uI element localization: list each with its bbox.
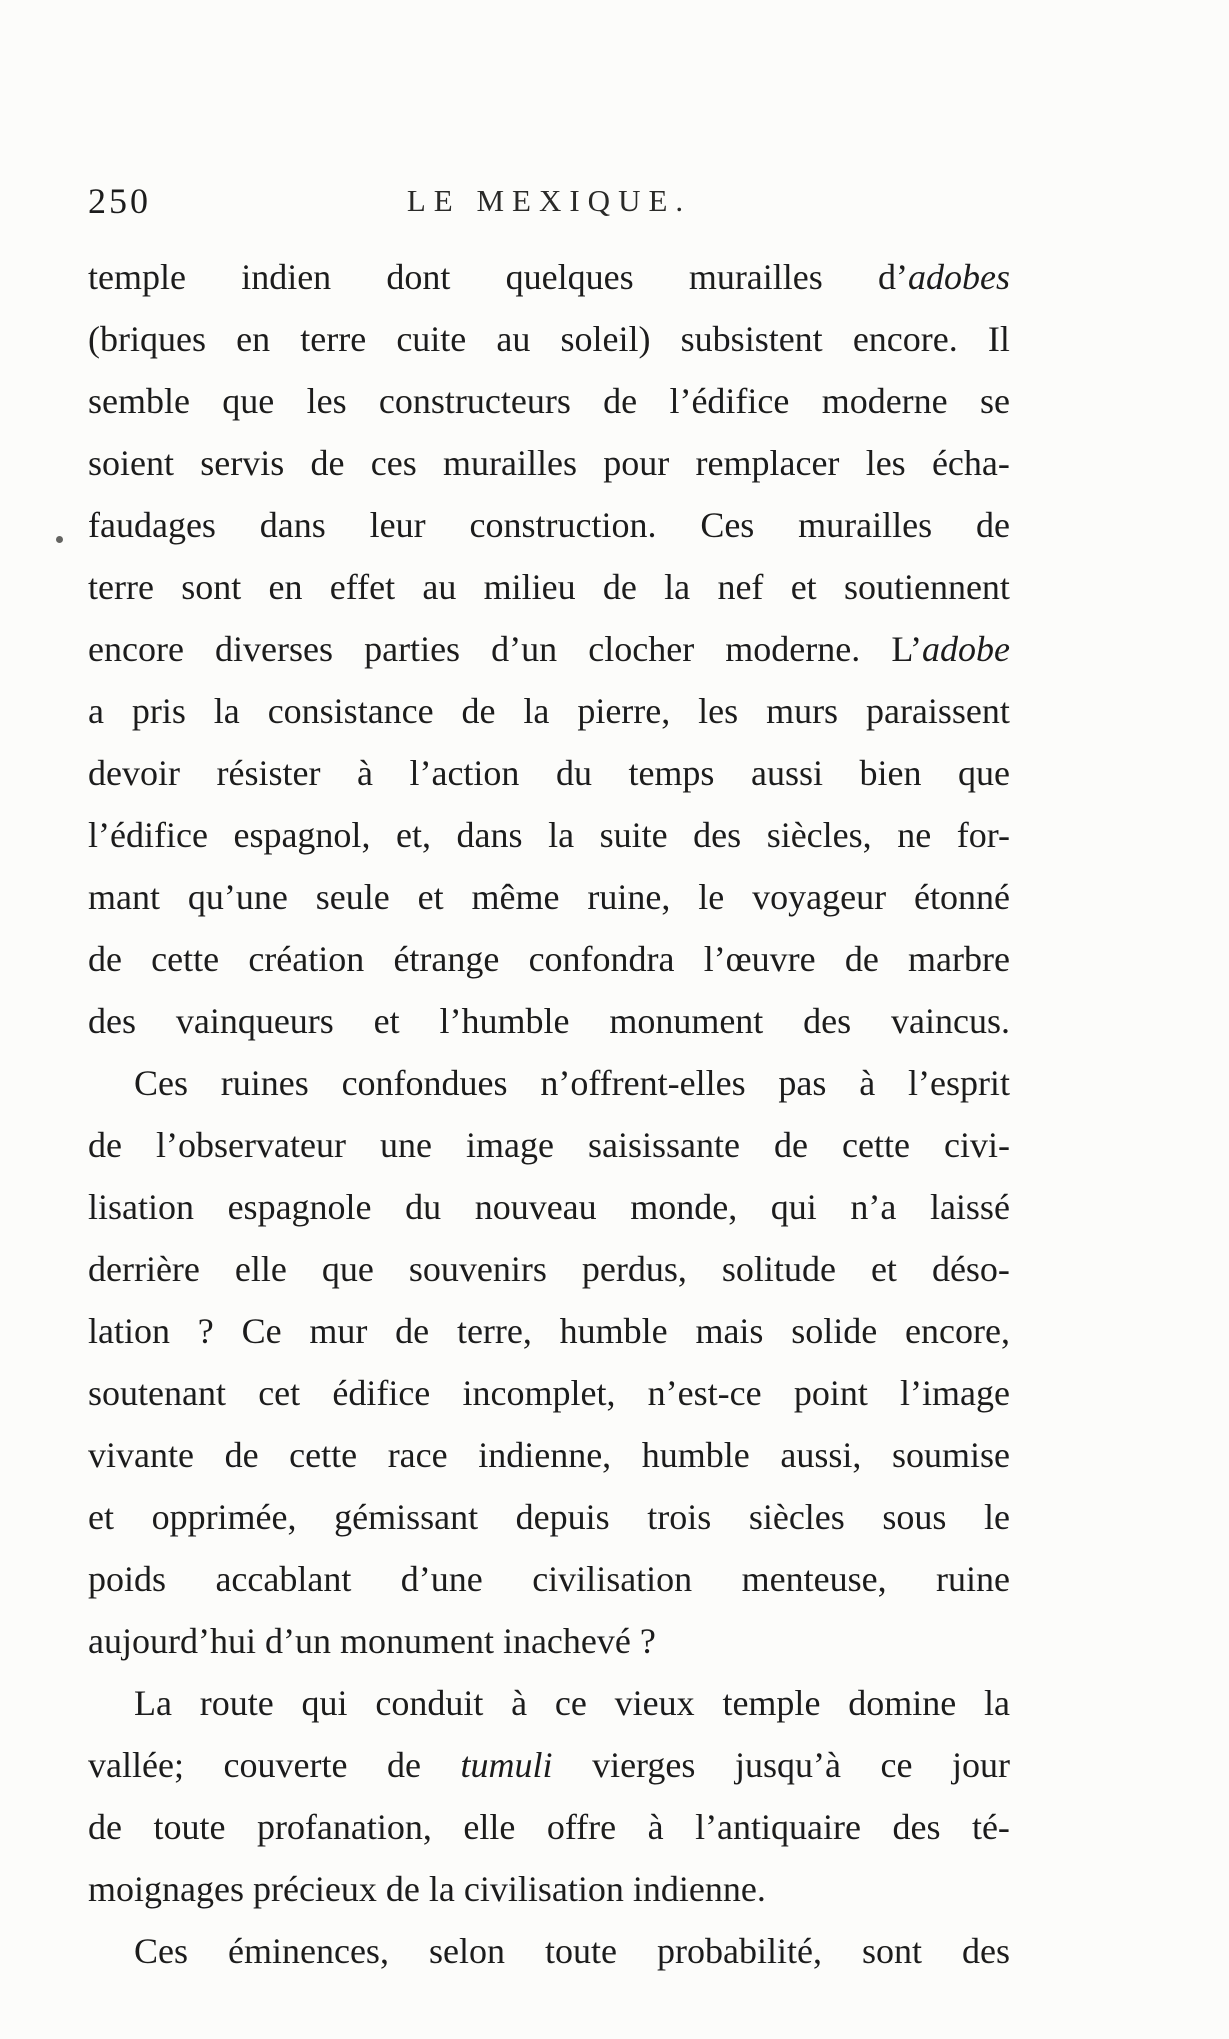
word: de [386, 1745, 421, 1785]
word: vainqueurs [175, 1001, 334, 1041]
word: d’une [400, 1559, 483, 1599]
word: soutenant [88, 1373, 226, 1413]
word: servis [200, 443, 285, 483]
word: ne [897, 815, 932, 855]
word: des [693, 815, 742, 855]
word: même [471, 877, 560, 917]
word: point [793, 1373, 868, 1413]
word: effet [329, 567, 396, 607]
word: nef [717, 567, 764, 607]
word: soutiennent [843, 567, 1010, 607]
word: terre [88, 567, 154, 607]
word: jusqu’à [734, 1745, 841, 1785]
paragraph [88, 246, 1010, 1052]
word: pas [778, 1063, 827, 1103]
word: que [222, 381, 275, 421]
word: lisation [88, 1187, 194, 1227]
text-line [88, 618, 1010, 680]
word: ce [554, 1683, 587, 1723]
word: civilisation [463, 1869, 624, 1909]
word: té- [971, 1807, 1010, 1847]
text-line [88, 1796, 1010, 1858]
word: offre [546, 1807, 617, 1847]
text-line [88, 1238, 1010, 1300]
word: et [373, 1001, 400, 1041]
word: milieu [483, 567, 576, 607]
word: encore, [905, 1311, 1010, 1351]
word: laissé [929, 1187, 1010, 1227]
word: à [859, 1063, 876, 1103]
word: Ce [241, 1311, 282, 1351]
word: siècles [748, 1497, 845, 1537]
word: Ces [700, 505, 755, 545]
word: marbre [908, 939, 1010, 979]
word: ces [370, 443, 417, 483]
word: soient [88, 443, 174, 483]
word: aussi [750, 753, 823, 793]
text-line [88, 1486, 1010, 1548]
word: ? [639, 1621, 656, 1661]
word: se [979, 381, 1010, 421]
word: remplacer [695, 443, 840, 483]
word: vaincus. [890, 1001, 1010, 1041]
text-line [88, 308, 1010, 370]
word: murailles [688, 257, 823, 297]
scan-artifact-dot [56, 536, 63, 543]
word: race [387, 1435, 448, 1475]
word: bien [859, 753, 922, 793]
word: soleil) [560, 319, 651, 359]
word: l’observateur [156, 1125, 346, 1165]
text-line [88, 1300, 1010, 1362]
word: précieux [252, 1869, 377, 1909]
text-line [88, 1610, 1010, 1672]
word: d’un [264, 1621, 331, 1661]
word: mais [695, 1311, 764, 1351]
text-line [88, 246, 1010, 308]
paragraph [88, 1672, 1010, 1920]
word: à [511, 1683, 528, 1723]
word: la [548, 815, 575, 855]
text-line [88, 1362, 1010, 1424]
text-line [88, 1672, 1010, 1734]
word: trois [647, 1497, 712, 1537]
text-line [88, 432, 1010, 494]
page-number: 250 [88, 181, 151, 221]
word: devoir [88, 753, 180, 793]
word: du [405, 1187, 442, 1227]
text-line [88, 742, 1010, 804]
word: le [698, 877, 725, 917]
word: domine [848, 1683, 957, 1723]
word: à [356, 753, 373, 793]
word: monument [609, 1001, 764, 1041]
word: et [417, 877, 444, 917]
word: probabilité, [656, 1931, 822, 1971]
word: résister [216, 753, 321, 793]
word: opprimée, [151, 1497, 297, 1537]
word: le [983, 1497, 1010, 1537]
word: ruine [936, 1559, 1010, 1599]
word: elle [463, 1807, 516, 1847]
word: les [698, 691, 739, 731]
word: sont [181, 567, 242, 607]
word: ? [197, 1311, 214, 1351]
word: moignages [88, 1869, 244, 1909]
word: moderne [821, 381, 948, 421]
word: seule [315, 877, 390, 917]
word: pris [131, 691, 186, 731]
word: civi- [944, 1125, 1010, 1165]
page-content [88, 178, 1010, 1982]
word: l’édifice [669, 381, 790, 421]
word: de [88, 1807, 122, 1847]
word: souvenirs [408, 1249, 547, 1289]
word: des [88, 1001, 136, 1041]
word: murailles [798, 505, 933, 545]
word: la [428, 1869, 455, 1909]
word: construction. [469, 505, 657, 545]
word: que [321, 1249, 374, 1289]
word: terre [300, 319, 367, 359]
word: menteuse, [741, 1559, 887, 1599]
word: création [248, 939, 365, 979]
word: n’a [850, 1187, 897, 1227]
word: monde, [630, 1187, 738, 1227]
word: mur [309, 1311, 368, 1351]
word: diverses [215, 629, 333, 669]
word: d’adobes [878, 257, 1010, 297]
word: semble [88, 381, 190, 421]
word: ruine, [587, 877, 671, 917]
word: de [461, 691, 496, 731]
word: aujourd’hui [88, 1621, 256, 1661]
word: Il [987, 319, 1010, 359]
word: a [88, 691, 104, 731]
word: et, [395, 815, 431, 855]
word: de [602, 567, 637, 607]
word: conduit [375, 1683, 484, 1723]
word: Ces [134, 1931, 188, 1971]
word: for- [956, 815, 1010, 855]
text-line [88, 494, 1010, 556]
text-block [88, 246, 1010, 1982]
word: temple [722, 1683, 821, 1723]
word: l’œuvre [703, 939, 816, 979]
word: voyageur [752, 877, 887, 917]
word: de [310, 443, 345, 483]
word: cette [289, 1435, 358, 1475]
word: consistance [267, 691, 434, 731]
word: l’édifice [88, 815, 208, 855]
word: à [647, 1807, 664, 1847]
word: humble [641, 1435, 750, 1475]
word: couverte [223, 1745, 348, 1785]
word: de [976, 505, 1010, 545]
word: édifice [332, 1373, 431, 1413]
text-line [88, 1734, 1010, 1796]
word: derrière [88, 1249, 200, 1289]
word: tumuli [460, 1745, 553, 1785]
word: cette [842, 1125, 910, 1165]
word: pour [603, 443, 670, 483]
word: aussi, [780, 1435, 862, 1475]
word: toute [544, 1931, 617, 1971]
text-line [88, 1176, 1010, 1238]
word: l’antiquaire [695, 1807, 861, 1847]
word: pierre, [577, 691, 671, 731]
word: au [496, 319, 531, 359]
paragraph [88, 1052, 1010, 1672]
word: constructeurs [378, 381, 571, 421]
word: gémissant [334, 1497, 479, 1537]
word: les [306, 381, 347, 421]
text-line [88, 680, 1010, 742]
word: encore [88, 629, 184, 669]
word: route [199, 1683, 274, 1723]
word: inachevé [502, 1621, 631, 1661]
word: indien [241, 257, 332, 297]
word: de [395, 1311, 430, 1351]
word: au [422, 567, 457, 607]
word: toute [153, 1807, 226, 1847]
word: de [88, 939, 122, 979]
word: lation [88, 1311, 170, 1351]
word: accablant [215, 1559, 352, 1599]
word: L’adobe [891, 629, 1010, 669]
word: suite [599, 815, 668, 855]
word: ruines [220, 1063, 309, 1103]
word: profanation, [256, 1807, 432, 1847]
word: étrange [393, 939, 500, 979]
word: confondra [528, 939, 675, 979]
word: leur [369, 505, 426, 545]
word: incomplet, [462, 1373, 616, 1413]
word: confondues [341, 1063, 508, 1103]
word: de [774, 1125, 808, 1165]
word: solide [791, 1311, 878, 1351]
word: sous [882, 1497, 947, 1537]
word: de [385, 1869, 420, 1909]
word: vieux [614, 1683, 695, 1723]
word: Ces [134, 1063, 188, 1103]
word: elle [234, 1249, 287, 1289]
word: siècles, [766, 815, 872, 855]
word: saisissante [587, 1125, 740, 1165]
word: selon [428, 1931, 505, 1971]
word: civilisation [532, 1559, 693, 1599]
word: de [224, 1435, 259, 1475]
word: perdus, [581, 1249, 687, 1289]
page-header [88, 178, 1010, 224]
text-line [88, 866, 1010, 928]
word: clocher [588, 629, 695, 669]
text-line [88, 1548, 1010, 1610]
word: mant [88, 877, 160, 917]
word: humble [559, 1311, 668, 1351]
word: de [88, 1125, 122, 1165]
text-line [88, 990, 1010, 1052]
word: l’action [409, 753, 520, 793]
word: en [268, 567, 303, 607]
word: de [603, 381, 638, 421]
word: la [523, 691, 550, 731]
word: dont [386, 257, 451, 297]
word: et [870, 1249, 897, 1289]
word: des [961, 1931, 1010, 1971]
word: paraissent [865, 691, 1010, 731]
running-title: LE MEXIQUE. [406, 183, 692, 218]
word: ce [880, 1745, 913, 1785]
word: quelques [505, 257, 634, 297]
word: que [957, 753, 1010, 793]
word: et [790, 567, 817, 607]
text-line [88, 1920, 1010, 1982]
word: soumise [891, 1435, 1010, 1475]
word: l’humble [439, 1001, 570, 1041]
word: espagnol, [233, 815, 371, 855]
text-line [88, 1114, 1010, 1176]
word: la [664, 567, 691, 607]
word: les [865, 443, 906, 483]
word: la [984, 1683, 1010, 1723]
word: écha- [931, 443, 1010, 483]
word: des [803, 1001, 852, 1041]
word: faudages [88, 505, 216, 545]
word: moderne. [725, 629, 861, 669]
word: solitude [721, 1249, 836, 1289]
word: une [379, 1125, 432, 1165]
word: cette [151, 939, 220, 979]
word: cuite [396, 319, 467, 359]
text-line [88, 1052, 1010, 1114]
text-line [88, 1424, 1010, 1486]
word: et [88, 1497, 114, 1537]
word: de [844, 939, 879, 979]
text-line [88, 804, 1010, 866]
word: temps [628, 753, 715, 793]
paragraph [88, 1920, 1010, 1982]
word: murailles [443, 443, 577, 483]
word: indienne, [478, 1435, 612, 1475]
word: des [892, 1807, 941, 1847]
word: (briques [88, 319, 206, 359]
word: La [134, 1683, 172, 1723]
word: depuis [515, 1497, 610, 1537]
word: image [465, 1125, 554, 1165]
word: n’offrent-elles [540, 1063, 746, 1103]
word: encore. [852, 319, 958, 359]
word: d’un [491, 629, 558, 669]
word: la [213, 691, 240, 731]
word: qu’une [187, 877, 288, 917]
word: murs [766, 691, 839, 731]
text-line [88, 370, 1010, 432]
word: parties [364, 629, 461, 669]
text-line [88, 928, 1010, 990]
word: en [236, 319, 271, 359]
word: dans [259, 505, 326, 545]
word: poids [88, 1559, 167, 1599]
word: nouveau [474, 1187, 597, 1227]
word: indienne. [632, 1869, 766, 1909]
word: n’est-ce [647, 1373, 762, 1413]
word: temple [88, 257, 186, 297]
word: terre, [456, 1311, 532, 1351]
word: sont [861, 1931, 922, 1971]
word: qui [301, 1683, 348, 1723]
word: monument [339, 1621, 494, 1661]
word: l’esprit [907, 1063, 1010, 1103]
word: subsistent [680, 319, 823, 359]
word: espagnole [227, 1187, 372, 1227]
word: vivante [88, 1435, 194, 1475]
word: du [555, 753, 592, 793]
word: cet [258, 1373, 301, 1413]
word: dans [456, 815, 523, 855]
word: éminences, [228, 1931, 389, 1971]
word: étonné [914, 877, 1010, 917]
word: vallée; [88, 1745, 184, 1785]
word: vierges [592, 1745, 696, 1785]
word: déso- [931, 1249, 1010, 1289]
word: qui [770, 1187, 817, 1227]
text-line [88, 556, 1010, 618]
text-line [88, 1858, 1010, 1920]
word: jour [951, 1745, 1010, 1785]
word: l’image [900, 1373, 1010, 1413]
